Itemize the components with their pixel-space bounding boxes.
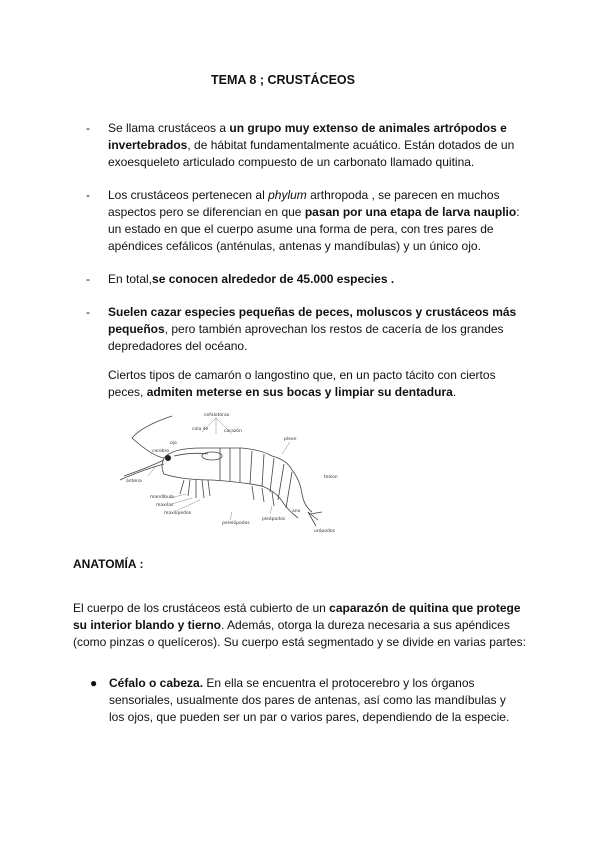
- paragraph-bold: caparazón de quitina que protege su interior blando y tierno: [73, 601, 521, 632]
- anatomy-list: [88, 675, 518, 726]
- paragraph-text: .: [452, 385, 457, 399]
- label-antena: antena: [126, 479, 142, 484]
- bullet-bold: pasan por una etapa de larva nauplio: [304, 205, 517, 219]
- label-cerebro: cerebro: [152, 449, 170, 454]
- list-item: [82, 120, 522, 171]
- dash-marker: -: [86, 272, 90, 286]
- label-maxilipedos: maxilípedos: [164, 511, 192, 516]
- paragraph-text: . Además, otorga la dureza necesaria a sus apéndices (como pinzas o quelíceros). Su cuerpo está segmentado y se divide en varias partes:: [73, 618, 526, 649]
- bullet-bold: un grupo muy extenso de animales artrópodos e invertebrados: [108, 121, 507, 152]
- item-text: En ella se encuentra el protocerebro y los órganos sensoriales, usualmente dos pares de antenas, así como las mandíbulas y los ojos, que pueden ser un par o varios pares, dependiendo de la especie.: [109, 676, 510, 724]
- label-cefalotorax: cefalotórax: [204, 413, 230, 418]
- label-pleon: pleon: [284, 437, 297, 442]
- label-ojo: ojo: [170, 441, 177, 446]
- label-mandibula: mandíbula: [150, 495, 174, 500]
- page-title: TEMA 8 ; CRUSTÁCEOS: [211, 73, 355, 87]
- anatomy-paragraph: [73, 600, 531, 651]
- bullet-text: , de hábitat fundamentalmente acuático. Están dotados de un exoesqueleto articulado compuesto de un carbonato llamado quitina.: [108, 138, 515, 169]
- list-item: [82, 271, 522, 288]
- bullet-dot: ●: [90, 676, 98, 690]
- bullet-italic: phylum: [268, 188, 307, 202]
- bullet-text: Se llama crustáceos a: [108, 121, 230, 135]
- label-maxilas: maxilas: [156, 503, 174, 508]
- bullet-text: Los crustáceos pertenecen al: [108, 188, 269, 202]
- paragraph-text: Ciertos tipos de camarón o langostino que, en un pacto tácito con ciertos peces,: [108, 368, 496, 399]
- dash-marker: -: [86, 188, 90, 202]
- label-pleopodos: pleópodos: [262, 517, 286, 522]
- label-telson: telson: [324, 475, 338, 480]
- bullet-text: : un estado en que el cuerpo asume una forma de pera, con tres pares de apéndices cefálicos (anténulas, antenas y mandíbulas) y un único ojo.: [108, 205, 520, 253]
- shrimp-anatomy-diagram: [112, 408, 352, 536]
- dash-marker: -: [86, 305, 90, 319]
- label-uropodos: urópodos: [314, 529, 335, 534]
- extra-paragraph: [82, 367, 522, 401]
- paragraph-bold: admiten meterse en sus bocas y limpiar su dentadura: [146, 385, 453, 399]
- shrimp-eye: [165, 455, 171, 461]
- bullet-bold: Suelen cazar especies pequeñas de peces, moluscos y crustáceos más pequeños: [108, 305, 517, 336]
- item-bold: Céfalo o cabeza.: [109, 676, 204, 690]
- section-heading: ANATOMÍA :: [73, 557, 144, 571]
- bullet-list: [82, 120, 522, 401]
- label-corazon: corazón: [224, 429, 242, 434]
- bullet-text: arthropoda , se parecen en muchos aspectos pero se diferencian en que: [108, 188, 500, 219]
- list-item: [88, 675, 518, 726]
- label-pereiopodos: pereiópodos: [222, 521, 250, 526]
- list-item: [82, 187, 522, 255]
- dash-marker: -: [86, 121, 90, 135]
- list-item: [82, 304, 522, 355]
- label-ano: ano: [292, 509, 301, 514]
- bullet-text: En total,: [108, 272, 153, 286]
- paragraph-text: El cuerpo de los crustáceos está cubierto de un: [73, 601, 330, 615]
- label-cola-de: cola de: [192, 427, 209, 432]
- bullet-text: , pero también aprovechan los restos de cacería de los grandes depredadores del océano.: [108, 322, 504, 353]
- bullet-bold: se conocen alrededor de 45.000 especies .: [152, 272, 395, 286]
